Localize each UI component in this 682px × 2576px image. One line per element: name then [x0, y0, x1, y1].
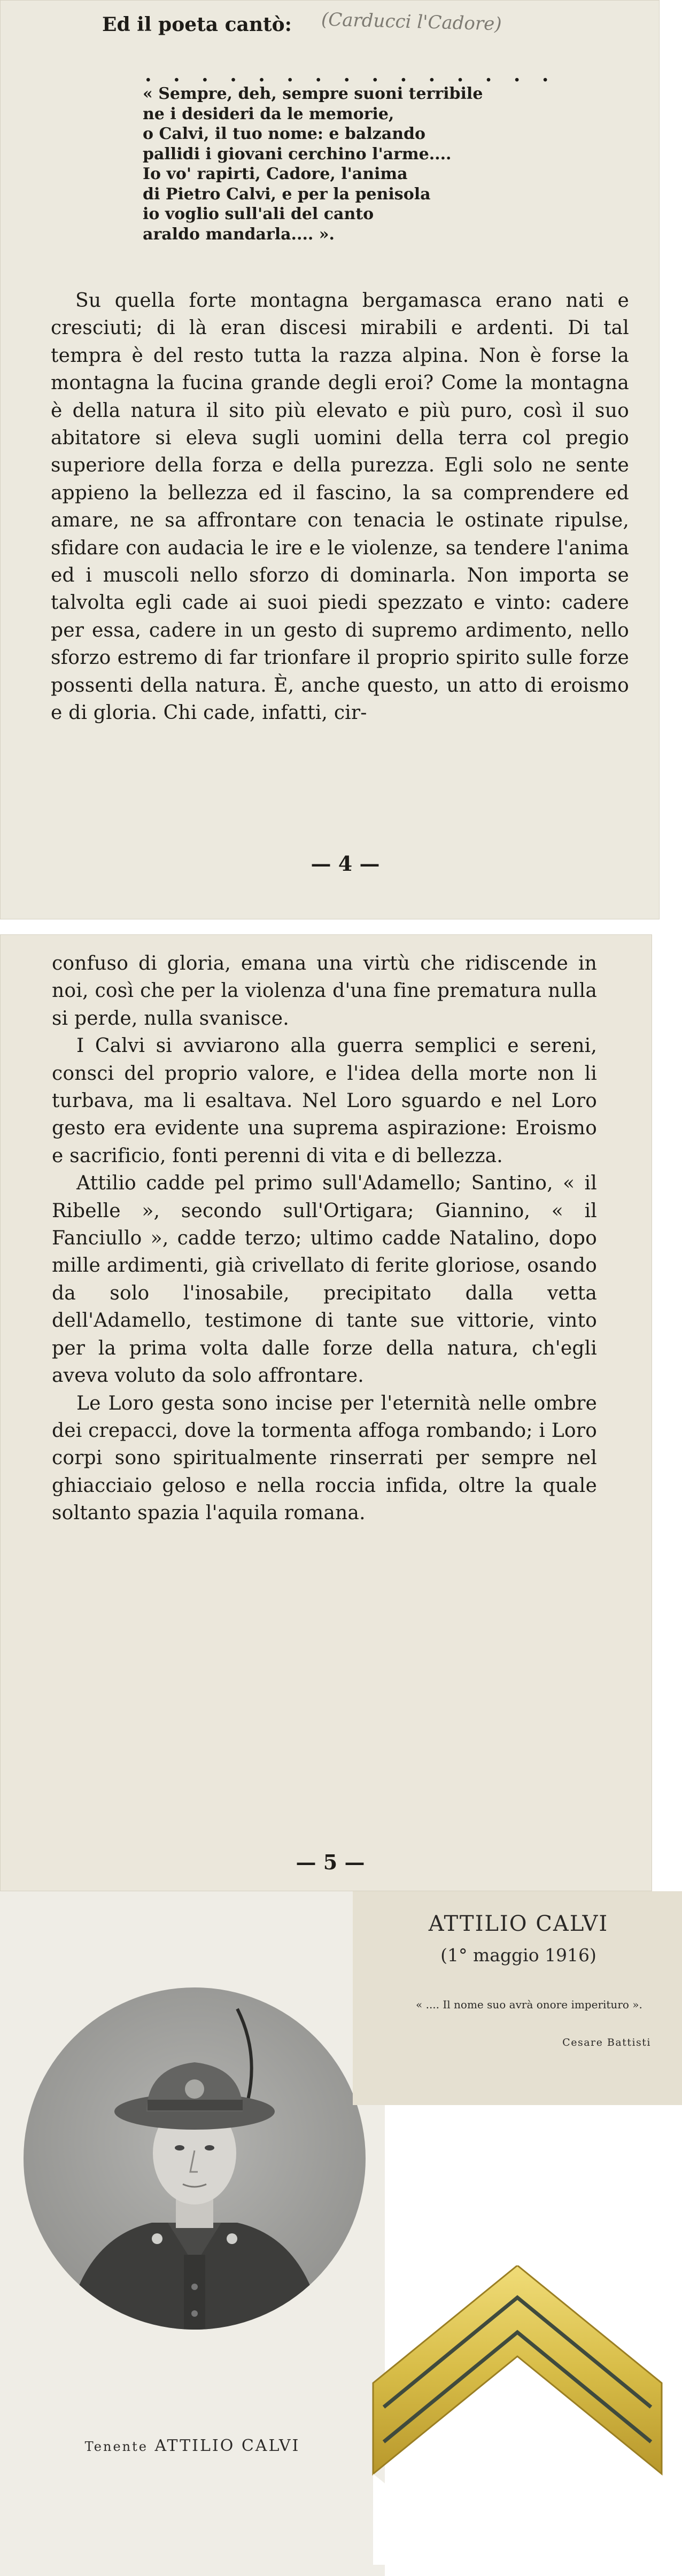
poem-line: io voglio sull'ali del canto: [143, 205, 374, 223]
page-number: — 4 —: [311, 852, 380, 876]
poem-line: o Calvi, il tuo nome: e balzando: [143, 125, 426, 143]
poem-line: « Sempre, deh, sempre suoni terribile: [143, 84, 483, 103]
book-page-4: [0, 0, 660, 919]
memorial-card: [353, 1891, 682, 2105]
paragraph: Attilio cadde pel primo sull'Adamello; Santino, « il Ribelle », secondo sull'Ortigara; Giannino, « il Fanciullo », cadde terzo; ultimo cadde Natalino, dopo mille ardimenti, già crivellato di ferite gloriose, osando da solo l'inosabile, precipitato dalla vetta dell'Adamello, testimone di tante sue vittorie, vinto per la prima volta dalle forze della natura, ch'egli aveva voluto da solo affrontare.: [52, 1172, 597, 1387]
body-text: [52, 950, 597, 1527]
portrait-caption: [0, 2436, 385, 2455]
body-text: [51, 287, 629, 727]
card-date: (1° maggio 1916): [440, 1945, 596, 1966]
poem-line: ne i desideri da le memorie,: [143, 104, 394, 123]
poem-stanza: [143, 84, 483, 244]
handwritten-annotation: (Carducci l'Cadore): [321, 9, 502, 35]
paragraph: Le Loro gesta sono incise per l'eternità nelle ombre dei crepacci, dove la tormenta affoga rombando; i Loro corpi sono spiritualmente rinserrati per sempre nel ghiacciaio geloso e nella roccia infida, oltre la quale soltanto spazia l'aquila romana.: [52, 1392, 597, 1525]
rank-chevron-icon: [368, 2265, 667, 2565]
ellipsis-line: . . . . . . . . . . . . . . .: [145, 64, 556, 86]
card-quote-author: Cesare Battisti: [562, 2037, 651, 2048]
poem-line: pallidi i giovani cerchino l'arme....: [143, 144, 452, 164]
card-title: ATTILIO CALVI: [428, 1912, 609, 1936]
portrait-photo: [24, 1987, 366, 2330]
paragraph: confuso di gloria, emana una virtù che ridiscende in noi, così che per la violenza d'una fine prematura nulla si perde, nulla svanisce.: [52, 953, 597, 1030]
soldier-portrait-icon: [24, 1987, 366, 2330]
caption-name: ATTILIO CALVI: [154, 2436, 300, 2455]
paragraph: Su quella forte montagna bergamasca erano nati e cresciuti; di là eran discesi mirabili e ardenti. Di tal tempra è del resto tutta la razza alpina. Non è forse la montagna la fucina grande degli eroi? Come la montagna è della natura il sito più elevato e più puro, così il suo abitatore si eleva sugli uomini della terra col pregio superiore della forza e della purezza. Egli solo ne sente appieno la bellezza ed il fascino, la sa comprendere ed amare, ne sa affrontare con tenacia le ostinate ripulse, sfidare con audacia le ire e le violenze, sa tendere l'anima ed i muscoli nello sforzo di dominarla. Non importa se talvolta egli cade ai suoi piedi spezzato e vinto: cadere per essa, cadere in un gesto di supremo ardimento, nello sforzo estremo di far trionfare il proprio spirito sulle forze possenti della natura. È, anche questo, un atto di eroismo e di gloria. Chi cade, infatti, cir-: [51, 290, 629, 724]
poem-intro: Ed il poeta cantò:: [102, 13, 292, 36]
poem-line: Io vo' rapirti, Cadore, l'anima: [143, 165, 408, 183]
photo-card: [0, 1891, 385, 2576]
poem-line: di Pietro Calvi, e per la penisola: [143, 184, 431, 204]
card-quote: « .... Il nome suo avrà onore imperituro ».: [416, 1998, 642, 2011]
paragraph: I Calvi si avviarono alla guerra semplici e sereni, consci del proprio valore, e l'idea della morte non li turbava, ma li esaltava. Nel Loro sguardo e nel Loro gesto era evidente una suprema aspirazione: Eroismo e sacrificio, fonti perenni di vita e di bellezza.: [52, 1035, 597, 1167]
poem-line: araldo mandarla.... ».: [143, 225, 335, 244]
book-page-5: [0, 934, 652, 1891]
caption-rank: Tenente: [84, 2439, 148, 2454]
page-number: — 5 —: [296, 1850, 365, 1874]
portrait-plate: [0, 1891, 682, 2576]
